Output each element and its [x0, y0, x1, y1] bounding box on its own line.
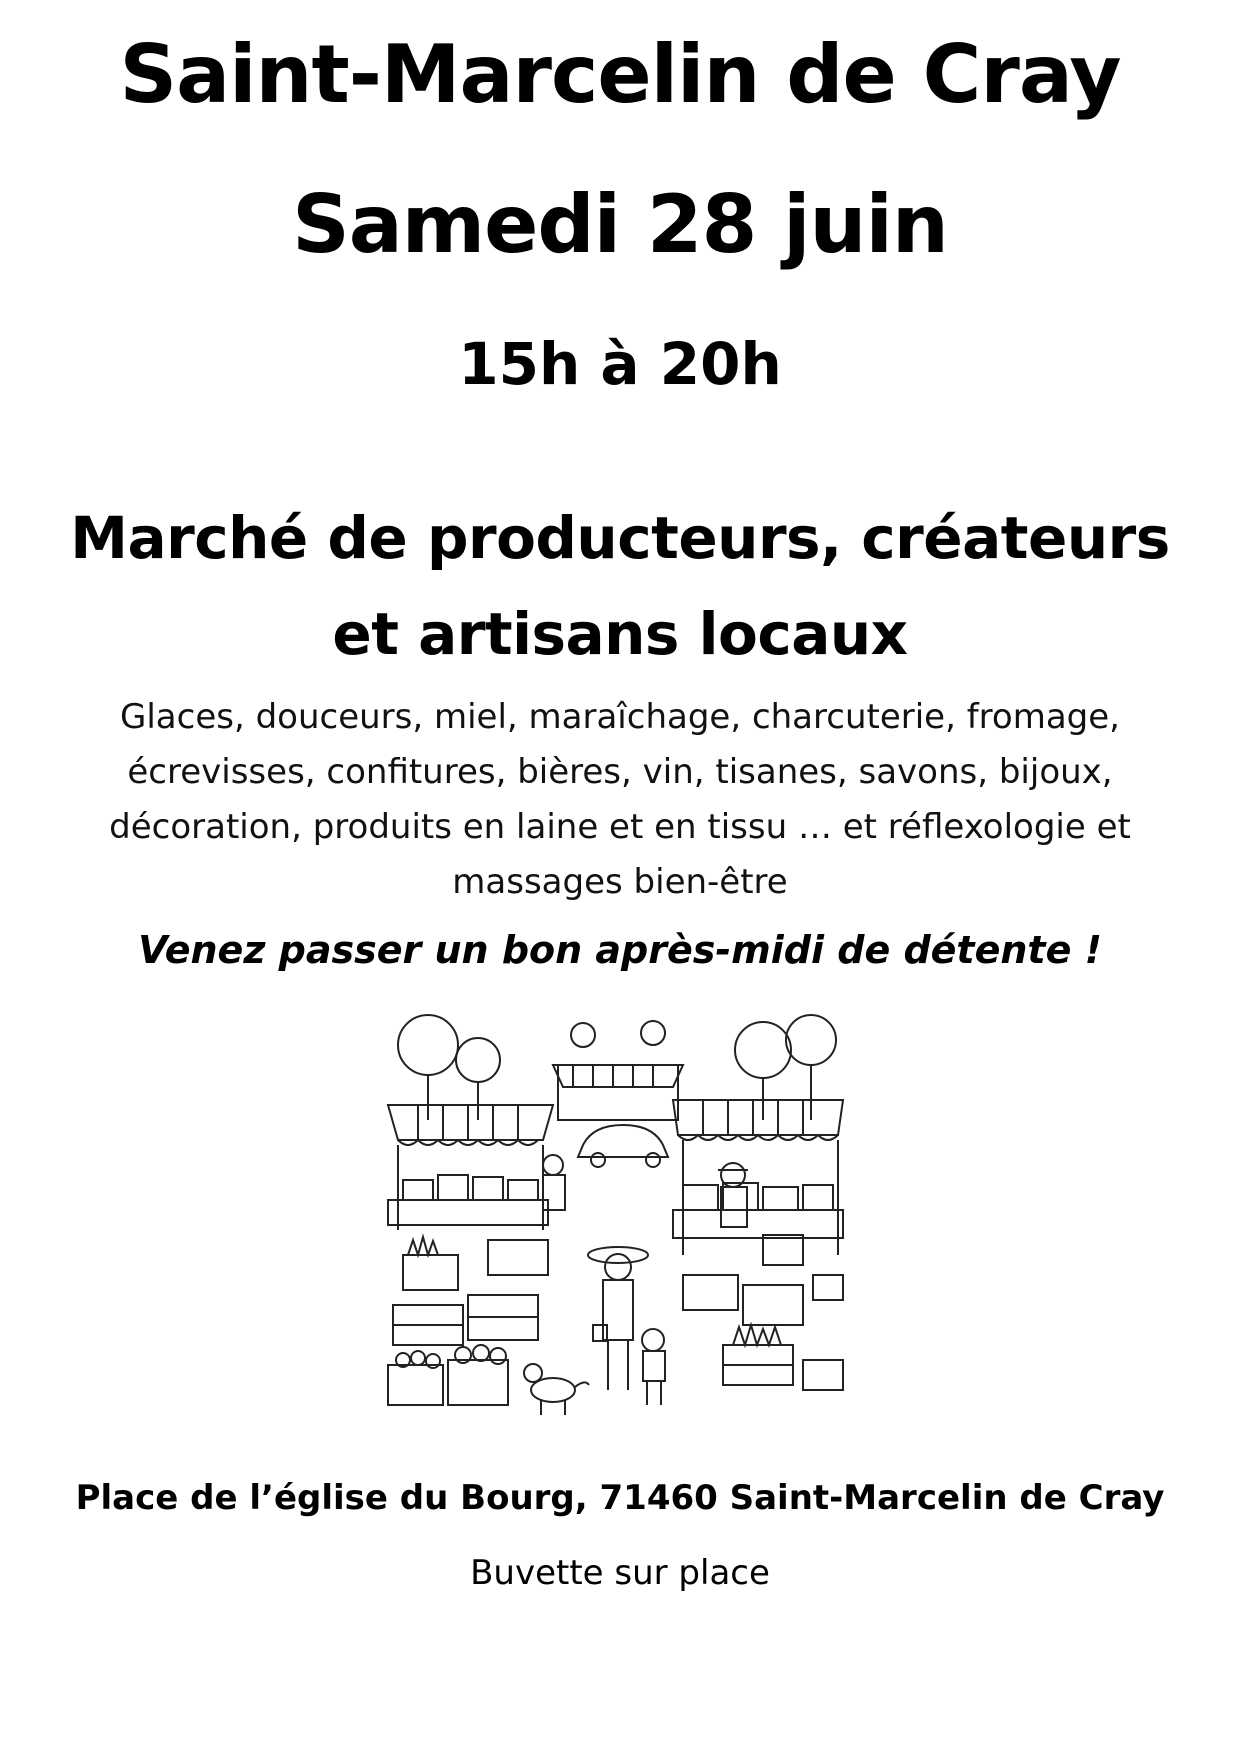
headline-line-1: Marché de producteurs, créateurs: [70, 504, 1170, 572]
headline-line-2: et artisans locaux: [332, 600, 908, 668]
market-headline: [0, 490, 1240, 682]
products-line: écrevisses, confitures, bières, vin, tisanes, savons, bijoux,: [127, 752, 1113, 792]
poster-title: Saint-Marcelin de Cray: [119, 28, 1121, 121]
buvette-note: Buvette sur place: [470, 1553, 770, 1593]
event-hours: 15h à 20h: [458, 330, 782, 398]
products-line: décoration, produits en laine et en tissu … et réflexologie et: [109, 807, 1131, 847]
event-date: Samedi 28 juin: [292, 178, 948, 271]
products-line: massages bien-être: [452, 862, 788, 902]
market-illustration: [383, 1005, 853, 1455]
products-line: Glaces, douceurs, miel, maraîchage, charcuterie, fromage,: [120, 697, 1120, 737]
tagline: Venez passer un bon après-midi de détente !: [138, 928, 1102, 972]
products-list: [0, 690, 1240, 910]
market-illustration-icon: [383, 1005, 853, 1455]
event-address: Place de l’église du Bourg, 71460 Saint-Marcelin de Cray: [75, 1478, 1165, 1518]
